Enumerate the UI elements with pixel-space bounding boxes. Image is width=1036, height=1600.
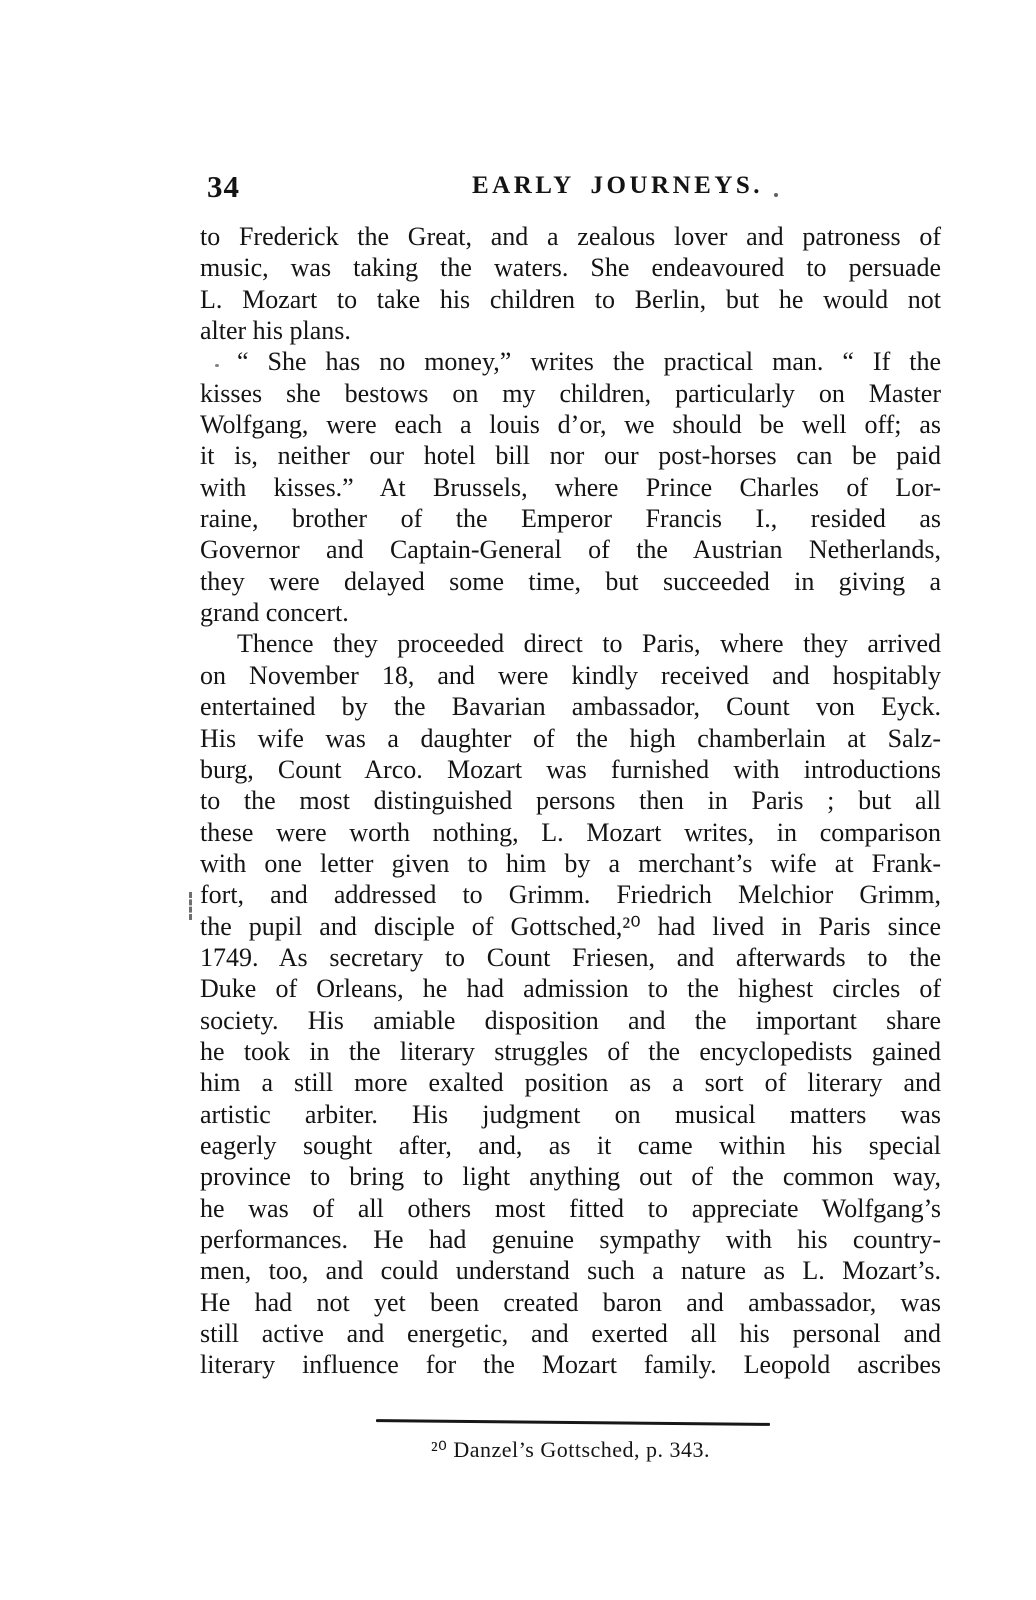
- text-line: alter his plans.: [200, 316, 351, 346]
- text-line: He had not yet been created baron and ambassador, was: [200, 1287, 941, 1317]
- running-header: EARLY JOURNEYS.: [472, 172, 764, 199]
- margin-mark: [189, 892, 192, 920]
- text-line: raine, brother of the Emperor Francis I., resided as: [200, 504, 941, 534]
- text-line: it is, neither our hotel bill nor our post-horses can be paid: [200, 441, 941, 471]
- text-line: to Frederick the Great, and a zealous lover and patroness of: [200, 222, 941, 251]
- body-text: [200, 221, 941, 1381]
- text-line: kisses she bestows on my children, particularly on Master: [200, 378, 941, 408]
- text-line: literary influence for the Mozart family. Leopold ascribes: [200, 1350, 941, 1380]
- text-line: entertained by the Bavarian ambassador, Count von Eyck.: [200, 692, 941, 722]
- text-line: Governor and Captain-General of the Austrian Netherlands,: [200, 535, 941, 565]
- text-line: Duke of Orleans, he had admission to the highest circles of: [200, 974, 941, 1004]
- text-line: L. Mozart to take his children to Berlin, but he would not: [200, 284, 941, 314]
- text-line: men, too, and could understand such a nature as L. Mozart’s.: [200, 1256, 941, 1286]
- text-line: performances. He had genuine sympathy with his country-: [200, 1225, 941, 1254]
- text-line: society. His amiable disposition and the important share: [200, 1005, 941, 1035]
- text-line: he took in the literary struggles of the encyclopedists gained: [200, 1036, 941, 1066]
- text-line: with one letter given to him by a merchant’s wife at Frank-: [200, 848, 941, 878]
- text-line: Thence they proceeded direct to Paris, where they arrived: [237, 629, 941, 659]
- text-line: with kisses.” At Brussels, where Prince Charles of Lor-: [200, 472, 941, 502]
- text-line: grand concert.: [200, 598, 349, 628]
- text-line: to the most distinguished persons then in Paris ; but all: [200, 786, 941, 816]
- text-line: he was of all others most fitted to appreciate Wolfgang’s: [200, 1193, 941, 1223]
- text-line: province to bring to light anything out of the common way,: [200, 1162, 941, 1192]
- text-line: they were delayed some time, but succeeded in giving a: [200, 566, 941, 596]
- text-line: burg, Count Arco. Mozart was furnished with introductions: [200, 754, 941, 784]
- text-line: on November 18, and were kindly received and hospitably: [200, 660, 941, 690]
- text-line: the pupil and disciple of Gottsched,²⁰ had lived in Paris since: [200, 911, 941, 941]
- page-number: 34: [207, 169, 240, 204]
- text-line: His wife was a daughter of the high chamberlain at Salz-: [200, 723, 941, 753]
- text-line: still active and energetic, and exerted all his personal and: [200, 1319, 941, 1349]
- text-line: Wolfgang, were each a louis d’or, we should be well off; as: [200, 410, 941, 440]
- footnote: ²⁰ Danzel’s Gottsched, p. 343.: [430, 1437, 711, 1462]
- text-line: artistic arbiter. His judgment on musical matters was: [200, 1099, 941, 1129]
- ink-speck: [774, 193, 778, 197]
- text-line: music, was taking the waters. She endeavoured to persuade: [200, 253, 941, 283]
- text-line: these were worth nothing, L. Mozart writes, in comparison: [200, 817, 941, 847]
- text-line: “ She has no money,” writes the practical man. “ If the: [237, 347, 941, 377]
- text-line: eagerly sought after, and, as it came within his special: [200, 1130, 941, 1160]
- text-line: 1749. As secretary to Count Friesen, and afterwards to the: [200, 942, 941, 972]
- text-line: him a still more exalted position as a sort of literary and: [200, 1068, 941, 1098]
- text-line: fort, and addressed to Grimm. Friedrich Melchior Grimm,: [200, 880, 941, 910]
- footnote-rule: [376, 1419, 770, 1426]
